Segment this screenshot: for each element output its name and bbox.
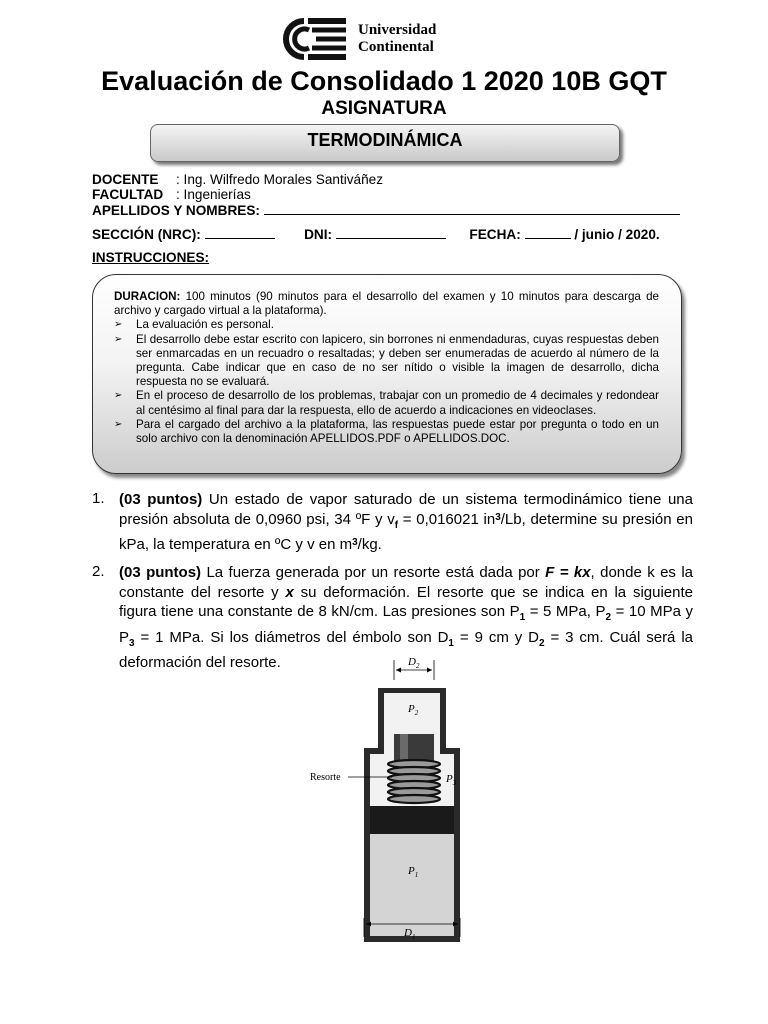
- question-1-part: = 0,016021 in: [398, 510, 496, 528]
- question-1-part: /Lb, determine su presión en kPa, la temperatura en ºC y v en m: [119, 510, 693, 553]
- duracion-value: 100 minutos (90 minutos para el desarrollo del examen y 10 minutos para descarga de archivo y cargado virtual a la plataforma).: [114, 290, 659, 318]
- fecha-day-blank[interactable]: [525, 226, 571, 239]
- formula: F = kx: [545, 564, 591, 581]
- subscript: 1: [448, 637, 454, 649]
- arrow-bullet-icon: ➢: [114, 418, 123, 430]
- instruction-item: [114, 318, 659, 332]
- docente-label: DOCENTE: [92, 172, 159, 187]
- facultad-value: : Ingenierías: [176, 187, 251, 202]
- fecha-label: FECHA:: [469, 227, 521, 242]
- subscript: 1: [519, 612, 526, 623]
- duracion-label: DURACION:: [114, 290, 181, 303]
- seccion-label: SECCIÓN (NRC):: [92, 227, 201, 242]
- instruction-item: [114, 418, 659, 446]
- subscript: 3: [129, 637, 135, 649]
- d2-label: $D_2$: [408, 656, 420, 670]
- p2-label: $P_2$: [408, 703, 419, 717]
- question-1-sup: 3: [495, 511, 501, 523]
- apellidos-blank[interactable]: [264, 202, 680, 215]
- spring-label: Resorte: [310, 772, 341, 783]
- question-1-sub: f: [394, 519, 399, 531]
- subject-label: ASIGNATURA: [321, 98, 447, 119]
- question-1-number: 1.: [92, 490, 105, 507]
- subject-name: TERMODINÁMICA: [307, 130, 463, 150]
- arrow-bullet-icon: ➢: [114, 319, 123, 331]
- dni-label: DNI:: [304, 227, 333, 242]
- question-2-part: = 3 cm. Cuál será la deformación del resorte.: [119, 628, 693, 671]
- dni-blank[interactable]: [336, 226, 446, 239]
- docente-value: : Ing. Wilfredo Morales Santiváñez: [176, 172, 384, 187]
- question-2-number: 2.: [92, 563, 105, 580]
- apellidos-row: [92, 202, 680, 218]
- document-title: Evaluación de Consolidado 1 2020 10B GQT: [101, 66, 667, 96]
- docente-row: [92, 172, 383, 187]
- d1-label: $D_1$: [404, 927, 416, 941]
- instruction-item-text: La evaluación es personal.: [136, 318, 274, 332]
- fecha-rest: / junio / 2020.: [574, 227, 660, 242]
- logo-line-1: Universidad: [358, 22, 437, 38]
- instruction-item: [114, 389, 659, 417]
- apellidos-label: APELLIDOS Y NOMBRES:: [92, 203, 260, 218]
- subscript: 2: [538, 637, 545, 649]
- question-2-points: (03 puntos): [119, 564, 202, 581]
- subscript: 2: [605, 612, 612, 623]
- instruction-item-text: El desarrollo debe estar escrito con lapicero, sin borrones ni enmendaduras, cuyas respuestas deben ser enmarcadas en un recuadro o resaltadas; y deben ser enumeradas de acuerdo al número de la pregunta. Cabe indicar que en caso de no ser nítido o visible la imagen de desarrollo, dicha respuesta no se evaluará.: [136, 332, 659, 389]
- instruction-item-text: En el proceso de desarrollo de los problemas, trabajar con un promedio de 4 decimales y redondear al centésimo al final para dar la respuesta, ello de acuerdo a indicaciones en videoclases.: [136, 389, 659, 417]
- variable-x: x: [285, 583, 294, 601]
- piston-spring-figure: [300, 652, 490, 944]
- duracion-text: [114, 290, 659, 318]
- question-2-part: = 10 MPa y P: [119, 603, 693, 646]
- logo-line-2: Continental: [358, 39, 434, 55]
- instruction-item-text: Para el cargado del archivo a la plataforma, las respuestas puede estar por pregunta o todo en un solo archivo con la denominación APELLIDOS.PDF o APELLIDOS.DOC.: [136, 417, 659, 446]
- question-2-part: = 9 cm y D: [453, 628, 539, 646]
- question-1-sup: 3: [352, 537, 358, 548]
- facultad-label: FACULTAD: [92, 187, 164, 202]
- instructions-heading: INSTRUCCIONES:: [92, 250, 210, 265]
- question-2-part: , donde k es la constante del resorte y: [119, 564, 693, 601]
- question-1-part: Un estado de vapor saturado de un sistema termodinámico tiene una presión absoluta de 0,0960 psi, 34 ºF y v: [119, 491, 693, 528]
- p3-label: $P_3$: [446, 773, 457, 787]
- facultad-row: [92, 187, 251, 202]
- instructions-content: [114, 290, 659, 446]
- p1-label: $P_1$: [408, 865, 419, 879]
- question-2-part: La fuerza generada por un resorte está dada por: [201, 564, 546, 581]
- arrow-bullet-icon: ➢: [114, 333, 123, 345]
- seccion-row: [92, 226, 692, 242]
- instruction-item: [114, 333, 659, 390]
- question-1-part: /kg.: [357, 536, 382, 553]
- question-1-points: (03 puntos): [119, 491, 203, 508]
- question-2-part: su deformación. El resorte que se indica en la siguiente figura tiene una constante de 8 kN/cm. Las presiones son P: [119, 583, 693, 620]
- seccion-blank[interactable]: [205, 226, 275, 239]
- question-2-part: = 1 MPa. Si los diámetros del émbolo son D: [134, 628, 449, 646]
- question-2-part: = 5 MPa, P: [525, 603, 606, 620]
- arrow-bullet-icon: ➢: [114, 390, 123, 402]
- logo-text: [358, 22, 436, 56]
- question-1-text: [119, 490, 693, 555]
